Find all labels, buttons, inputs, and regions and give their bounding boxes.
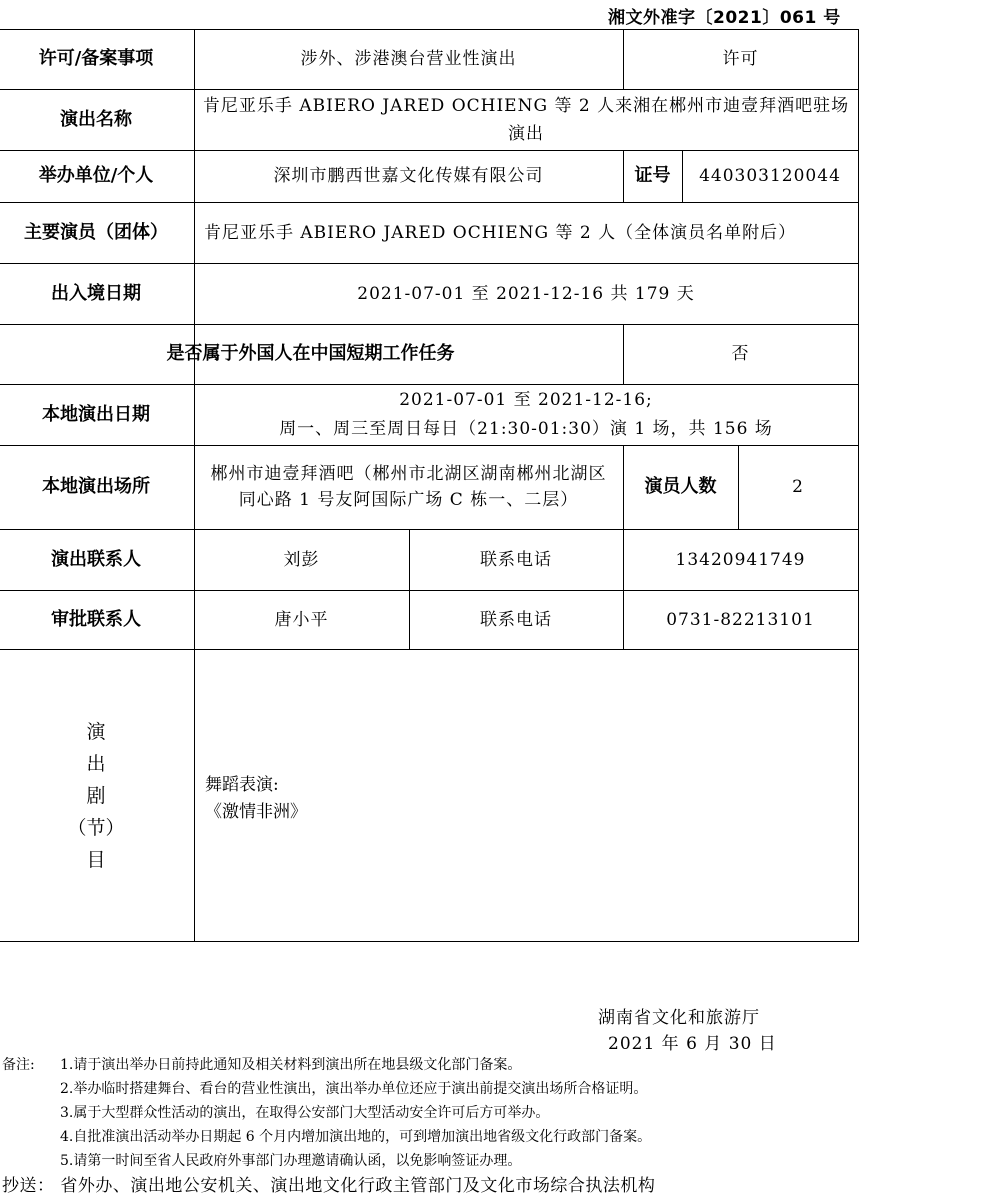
show-contact-name: 刘彭 [283, 549, 320, 570]
note-item: 5.请第一时间至省人民政府外事部门办理邀请确认函，以免影响签证办理。 [60, 1153, 522, 1169]
permit-table [0, 29, 859, 942]
local-date-range: 2021-07-01 至 2021-12-16; [399, 389, 653, 410]
performers-value: 肯尼亚乐手 ABIERO JARED OCHIENG 等 2 人（全体演员名单附后） [204, 222, 797, 243]
entry-date-label: 出入境日期 [51, 282, 141, 304]
venue-value: 郴州市迪壹拜酒吧（郴州市北湖区湖南郴州北湖区同心路 1 号友阿国际广场 C 栋一、二层） [210, 464, 607, 510]
note-item: 2.举办临时搭建舞台、看台的营业性演出，演出举办单位还应于演出前提交演出场所合格证明。 [60, 1081, 648, 1097]
notes-prefix: 备注: [2, 1057, 35, 1073]
show-contact-label: 演出联系人 [51, 548, 141, 570]
program-label-char: 目 [86, 848, 106, 871]
venue-label: 本地演出场所 [42, 476, 150, 497]
show-contact-phone: 13420941749 [675, 549, 806, 570]
entry-date-value: 2021-07-01 至 2021-12-16 共 179 天 [357, 283, 695, 304]
permit-item-label: 许可/备案事项 [38, 48, 154, 69]
document-number: 湘文外准字〔2021〕061 号 [608, 8, 841, 28]
local-date-label: 本地演出日期 [42, 403, 150, 425]
short-term-work-value: 否 [731, 344, 750, 364]
notes-block [2, 1053, 651, 1173]
permit-type-value: 许可 [722, 49, 759, 69]
approver-phone: 0731-82213101 [666, 609, 815, 630]
program-label-char: （节） [67, 816, 125, 839]
permit-item-value: 涉外、涉港澳台营业性演出 [300, 49, 517, 69]
program-label-char: 剧 [86, 784, 106, 807]
organizer-value: 深圳市鹏西世嘉文化传媒有限公司 [273, 166, 544, 186]
organizer-label: 举办单位/个人 [38, 165, 154, 186]
local-date-schedule: 周一、周三至周日每日（21:30-01:30）演 1 场，共 156 场 [279, 418, 773, 439]
cc-line: 抄送： 省外办、演出地公安机关、演出地文化行政主管部门及文化市场综合执法机构 [2, 1176, 656, 1196]
short-term-work-label: 是否属于外国人在中国短期工作任务 [166, 343, 455, 364]
note-item: 4.自批准演出活动举办日期起 6 个月内增加演出地的，可到增加演出地省级文化行政部门备案。 [60, 1129, 652, 1145]
program-category: 舞蹈表演: [205, 775, 279, 795]
approver-contact-label: 审批联系人 [51, 608, 141, 630]
program-title: 《激情非洲》 [205, 802, 307, 822]
performer-count-value: 2 [792, 477, 804, 497]
show-name-value: 肯尼亚乐手 ABIERO JARED OCHIENG 等 2 人来湘在郴州市迪壹拜酒吧驻场演出 [202, 95, 850, 144]
show-contact-phone-label: 联系电话 [480, 549, 552, 570]
approver-phone-label: 联系电话 [480, 609, 552, 630]
program-list [205, 772, 307, 826]
license-label: 证号 [634, 165, 671, 186]
program-label-char: 出 [86, 752, 106, 775]
approver-contact-name: 唐小平 [274, 609, 329, 630]
performers-label: 主要演员（团体） [24, 221, 168, 243]
local-date-value [194, 384, 858, 445]
show-name-label: 演出名称 [60, 108, 132, 130]
note-item: 3.属于大型群众性活动的演出，在取得公安部门大型活动安全许可后方可举办。 [60, 1105, 550, 1121]
program-label-char: 演 [86, 720, 106, 743]
issue-date: 2021 年 6 月 30 日 [608, 1034, 777, 1054]
note-item: 1.请于演出举办日前持此通知及相关材料到演出所在地县级文化部门备案。 [60, 1057, 522, 1073]
performer-count-label: 演员人数 [644, 476, 717, 497]
license-value: 440303120044 [699, 166, 841, 186]
program-label [0, 649, 194, 942]
issuing-authority: 湖南省文化和旅游厅 [598, 1008, 760, 1028]
